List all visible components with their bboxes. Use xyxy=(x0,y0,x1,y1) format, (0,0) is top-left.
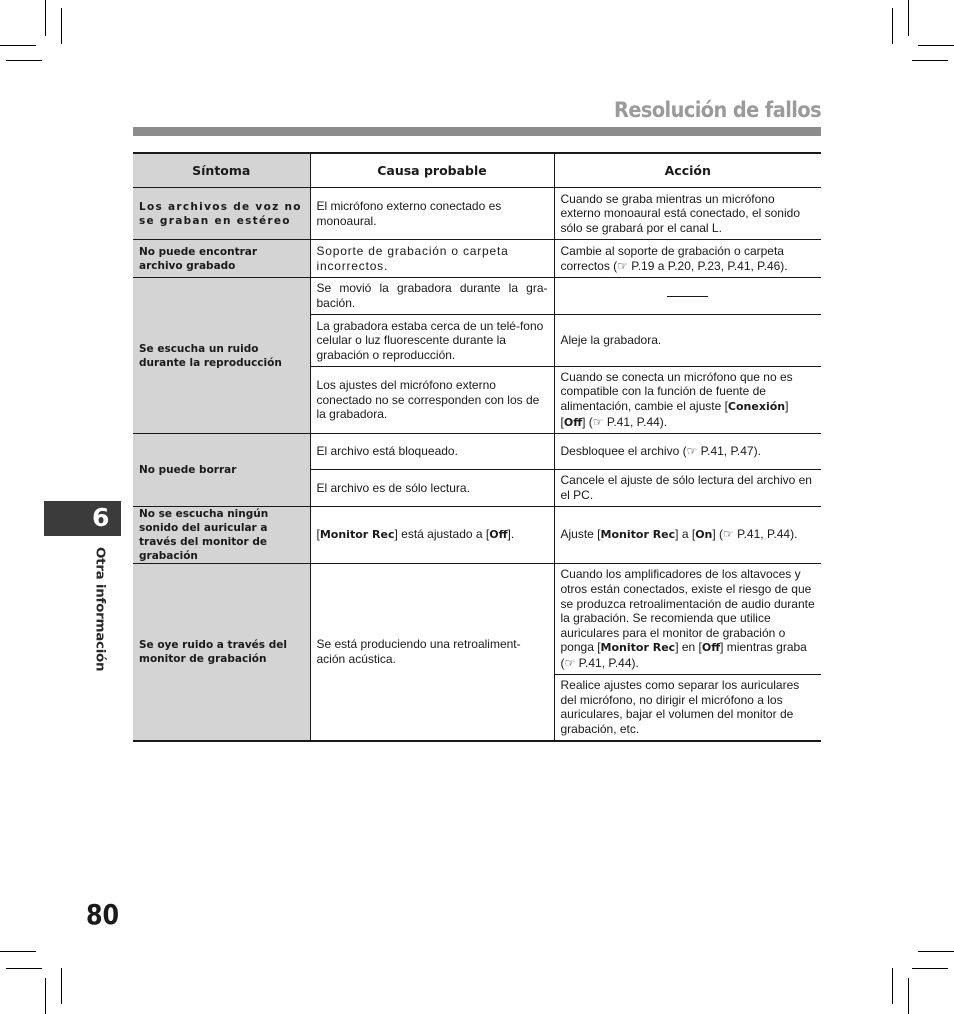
table-row xyxy=(133,507,821,564)
crop-mark xyxy=(61,8,62,44)
cause-cell: Soporte de grabación o carpeta incorrectos. xyxy=(310,240,554,278)
crop-mark xyxy=(61,968,62,1004)
crop-mark xyxy=(6,968,42,969)
title-rule xyxy=(133,127,821,136)
action-text: Ajuste [ xyxy=(560,527,601,542)
troubleshooting-table xyxy=(133,152,821,742)
setting-key: Off xyxy=(563,415,583,429)
cause-cell: Se movió la grabadora durante la gra-bación. xyxy=(310,278,554,315)
cause-cell: El micrófono externo conectado es monoaural. xyxy=(310,188,554,240)
symptom-cell: Los archivos de voz no se graban en estéreo xyxy=(133,188,310,240)
chapter-number: 6 xyxy=(92,503,110,532)
table-row xyxy=(133,564,821,675)
action-cell: Realice ajustes como separar los auriculares del micrófono, no dirigir el micrófono a los auriculares, bajar el volumen del monitor de grabación, etc. xyxy=(554,675,821,741)
cause-cell xyxy=(310,507,554,564)
action-cell: Cuando se graba mientras un micrófono externo monoaural está conectado, el sonido sólo se grabará por el canal L. xyxy=(554,188,821,240)
crop-mark xyxy=(918,45,954,46)
action-cell xyxy=(554,507,821,564)
setting-key: Monitor Rec xyxy=(600,528,676,542)
setting-key: Off xyxy=(489,528,508,542)
symptom-cell: No se escucha ningún sonido del auricular a través del monitor de grabación xyxy=(133,507,310,564)
action-text: Cuando los amplificadores de los altavoces y otros están conectados, existe el riesgo de que se produzca retroalimentación de audio durante la grabación. Se recomienda que utilice auriculares para el monitor de grabación o ponga [ xyxy=(560,567,815,655)
crop-mark xyxy=(892,968,893,1004)
action-cell-empty xyxy=(554,278,821,315)
setting-key: Conexión xyxy=(727,400,786,413)
crop-mark xyxy=(6,60,42,61)
crop-mark xyxy=(45,0,46,36)
setting-key: Monitor Rec xyxy=(600,641,676,655)
header-cause: Causa probable xyxy=(310,153,554,188)
crop-mark xyxy=(45,978,46,1014)
symptom-cell: Se oye ruido a través del monitor de grabación xyxy=(133,564,310,741)
crop-mark xyxy=(908,978,909,1014)
action-text: ] [ xyxy=(560,399,789,429)
symptom-cell: No puede encontrar archivo grabado xyxy=(133,240,310,278)
table-header-row xyxy=(133,153,821,188)
header-action: Acción xyxy=(554,153,821,188)
action-cell: Cancele el ajuste de sólo lectura del archivo en el PC. xyxy=(554,470,821,507)
crop-mark xyxy=(918,951,954,952)
table-row xyxy=(133,278,821,315)
page-title: Resolución de fallos xyxy=(613,98,821,122)
setting-key: On xyxy=(695,528,713,542)
action-cell xyxy=(554,564,821,675)
cause-text: ] está ajustado a [ xyxy=(394,527,490,542)
cause-cell: Se está produciendo una retroaliment-ación acústica. xyxy=(310,564,554,741)
crop-mark xyxy=(912,968,948,969)
action-text: ] mientras graba (☞ P.41, P.44). xyxy=(560,640,807,670)
cause-text: ]. xyxy=(507,527,515,542)
action-text: Cuando se conecta un micrófono que no es compatible con la función de fuente de alimentación, cambie el ajuste [ xyxy=(560,369,793,413)
action-text: ] en [ xyxy=(675,640,702,655)
action-text: ] (☞ P.41, P.44). xyxy=(582,414,668,429)
header-symptom: Síntoma xyxy=(133,153,310,188)
cause-cell: La grabadora estaba cerca de un telé-fono celular o luz fluorescente durante la grabación o reproducción. xyxy=(310,315,554,367)
cause-cell: Los ajustes del micrófono externo conectado no se corresponden con los de la grabadora. xyxy=(310,367,554,434)
table-row xyxy=(133,240,821,278)
table-row xyxy=(133,188,821,240)
symptom-cell: No puede borrar xyxy=(133,434,310,507)
setting-key: Monitor Rec xyxy=(319,528,395,542)
chapter-label: Otra información xyxy=(92,547,108,672)
cause-cell: El archivo es de sólo lectura. xyxy=(310,470,554,507)
page-number: 80 xyxy=(86,898,120,931)
action-text: ] a [ xyxy=(675,527,696,542)
table-row xyxy=(133,434,821,470)
cause-text: [ xyxy=(316,527,320,542)
action-cell xyxy=(554,367,821,434)
crop-mark xyxy=(908,0,909,36)
symptom-cell: Se escucha un ruido durante la reproducción xyxy=(133,278,310,434)
crop-mark xyxy=(912,60,948,61)
action-cell: Desbloquee el archivo (☞ P.41, P.47). xyxy=(554,434,821,470)
chapter-tab xyxy=(44,501,121,536)
dash-line xyxy=(667,296,708,297)
action-cell: Cambie al soporte de grabación o carpeta correctos (☞ P.19 a P.20, P.23, P.41, P.46). xyxy=(554,240,821,278)
crop-mark xyxy=(0,951,36,952)
crop-mark xyxy=(892,8,893,44)
setting-key: Off xyxy=(701,641,721,655)
action-cell: Aleje la grabadora. xyxy=(554,315,821,367)
cause-cell: El archivo está bloqueado. xyxy=(310,434,554,470)
action-text: ] (☞ P.41, P.44). xyxy=(712,527,798,542)
crop-mark xyxy=(0,45,36,46)
